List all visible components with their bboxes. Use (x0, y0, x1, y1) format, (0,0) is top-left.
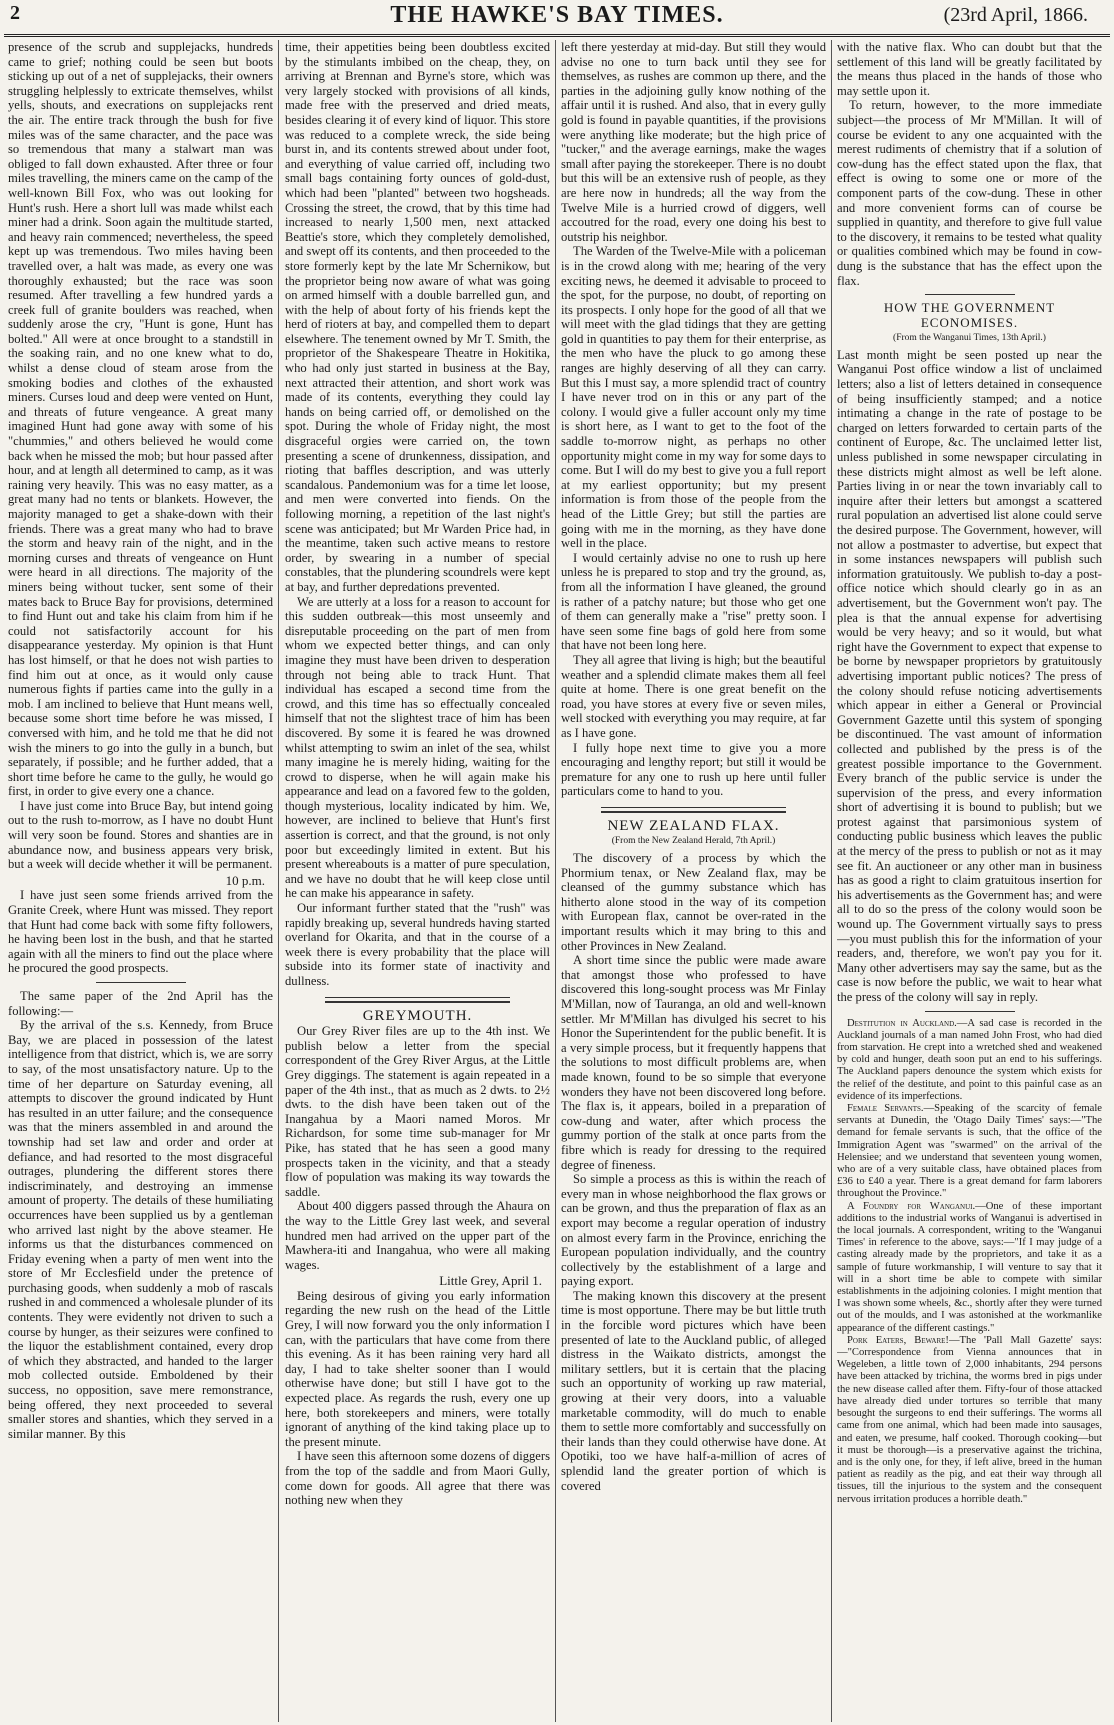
brief-body: —The 'Pall Mall Gazette' says:—"Correspondence from Vienna announces that in Wegeleben, a little town of 2,000 inhabitants, 294 persons have been attacked by trichina, the worms bred in pigs under the new disease called after them. Fifty-four of those attacked have already died under tortures so terrible that many besought the surgeons to end their sufferings. The worms all came from one animal, which had been made into sausages, and eaten, we presume, half cooked. Thorough cooking—but it must be thorough—is a preservative against the trichina, and is the only one, for they, if left alive, breed in the human patient as readily as the pig, and eat their way through all tissues, till the injurious to the system and the consequent nervous irritation produces a horrible death." (837, 1334, 1102, 1505)
article-paragraph: left there yesterday at mid-day. But still they would advise no one to turn back until they see for themselves, as rushes are common up there, and the parties in the adjoining gully know nothing of the affair until it is rushed. And also, that in every gully gold is found in payable quantities, if the provisions were anything like moderate; but the high price of "tucker," and the average earnings, make the wages small after paying the storekeeper. There is no doubt but this will be an extensive rush of people, as they are here now in hundreds; all the way from the Twelve Mile is a hurried crowd of diggers, well accoutred for the road, every one doing his best to outstrip his neighbor. (561, 40, 826, 244)
article-paragraph: I have just come into Bruce Bay, but intend going out to the rush to-morrow, as I have no doubt Hunt will very soon be found. Stores and shanties are in abundance now, and business appears very brisk, but a week will decide whether it will be permanent. (8, 798, 273, 872)
article-paragraph: The Warden of the Twelve-Mile with a policeman is in the crowd along with me; hearing of the very exciting news, he deemed it advisable to proceed to the spot, for the purpose, no doubt, of reporting on its prospects. I only hope for the good of all that we will meet with the glad tidings that they are getting gold in quantities to pay them for their enterprise, as the men who have the pluck to go among these ranges are highly deserving of all they can carry. But this I must say, a more splendid tract of country I have never trod on in this or any part of the colony. I would give a fuller account only my time is short here, as I want to get to the foot of the saddle to-morrow night, as perhaps no other opportunity might come in my way for some days to come. But I will do my best to give you a full report at my earliest opportunity; but my present information is from those of the people from the head of the Little Grey; but still the parties are going with me in the morning, as they have done well in the place. (561, 244, 826, 551)
article-paragraph: I would certainly advise no one to rush up here unless he is prepared to stop and try the ground, as, from all the information I have gleaned, the ground is rather of a patchy nature; but those who get one of them can generally make a "rise" pretty soon. I have seen some fine bags of gold here from some that have not been long here. (561, 550, 826, 653)
source-credit: (From the Wanganui Times, 13th April.) (893, 333, 1046, 344)
article-paragraph: The making known this discovery at the present time is most opportune. There may be but little truth in the forcible word pictures which have been presented of late to the Auckland public, of alleged distress in the Waikato districts, amongst the military settlers, but it is certain that the placing such an opportunity of working up raw material, growing at their very doors, into a valuable marketable commodity, will do much to enable them to settle more comfortably and successfully on their lands than they could otherwise have done. At Opotiki, too we have half-a-million of acres of splendid land the greater portion of which is covered (561, 1288, 826, 1493)
article-paragraph: About 400 diggers passed through the Ahaura on the way to the Little Grey last week, and several hundred men had arrived on the upper part of the Mawhera-iti and Inangahua, who were all making wages. (285, 1199, 550, 1272)
article-paragraph: Being desirous of giving you early information regarding the new rush on the head of the Little Grey, I will now forward you the only information I can, with the particulars that have come from there this evening. As it has been raining very hard all day, I had to take shelter sooner than I would otherwise have done; but still I have got to the expected place. As regards the rush, every one up here, both storekeepers and miners, were totally ignorant of anything of the kind taking place up to the present minute. (285, 1288, 550, 1449)
column-divider (278, 40, 279, 1722)
dateline: Little Grey, April 1. (439, 1273, 542, 1289)
dateline: 10 p.m. (225, 872, 265, 888)
page-number: 2 (10, 2, 20, 24)
brief-item (837, 1201, 1102, 1335)
article-paragraph: By the arrival of the s.s. Kennedy, from Bruce Bay, we are placed in possession of the latest intelligence from that district, which is, we are sorry to say, of the most unsatisfactory nature. Up to the time of her departure on Saturday evening, all attempts to discover the ground indicated by Hunt has resulted in an utter failure; and the consequence was that the miners assembled in and around the township had set law and order and order at defiance, and had resorted to the most disgraceful outrages, plundering the different stores there indiscriminately, and destroying an immense amount of property. The details of these humiliating occurrences have been supplied us by a gentleman who arrived last night by the above steamer. He informs us that the disturbances commenced on Friday evening when a party of men went into the store of Mr Ecclesfield under the pretence of purchasing goods, when suddenly a mob of rascals rushed in and commenced a wholesale plunder of its contents. They were evidently not driven to such a course by hunger, as their seizures were confined to the liquor the establishment contained, every drop of which they abstracted, and handed to the larger mob collected outside. Emboldened by their success, no opposition, save mere remonstrance, being offered, they next proceeded to several smaller stores and shanties, which they served in a similar manner. By this (8, 1018, 273, 1441)
brief-title: Female Servants. (847, 1103, 924, 1115)
brief-item (837, 1103, 1102, 1201)
article-paragraph: I fully hope next time to give you a more encouraging and lengthy report; but still it would be premature for any one to rush up here until fuller particulars come to hand to you. (561, 740, 826, 799)
article-paragraph: Our informant further stated that the "rush" was rapidly breaking up, several hundreds having started overland for Okarita, and that in the course of a week there is every probability that the place will subside into its former state of inactivity and dullness. (285, 901, 550, 988)
issue-date: (23rd April, 1866. (943, 4, 1088, 26)
article-paragraph: with the native flax. Who can doubt but that the settlement of this land will be greatly facilitated by the means thus placed in the hands of those who may settle upon it. (837, 40, 1102, 98)
section-rule (925, 294, 1015, 295)
brief-body: —Speaking of the scarcity of female servants at Dunedin, the 'Otago Daily Times' says:—"The demand for female servants is such, that the office of the Immigration Agent was "swarmed" on the arrival of the Helensiee; and we understand that seventeen young women, who are of a very suitable class, have obtained places from £36 to £40 a year. There is a great demand for farm laborers throughout the Province." (837, 1103, 1102, 1200)
source-credit: (From the New Zealand Herald, 7th April.) (611, 836, 776, 847)
section-rule (96, 982, 186, 983)
news-briefs (837, 1018, 1102, 1506)
column-divider (555, 40, 556, 1722)
column-4 (837, 40, 1102, 1722)
column-2 (285, 40, 550, 1722)
masthead (4, 0, 1110, 37)
newspaper-title: THE HAWKE'S BAY TIMES. (390, 2, 724, 28)
article-paragraph: time, their appetities being been doubtless excited by the stimulants imbibed on the cheap, they, on arriving at Brennan and Byrne's store, which was very largely stocked with provisions of all kinds, made free with the preserved and dried meats, besides clearing it of every kind of liquor. This store was reduced to a complete wreck, the side being burst in, and its contents strewed about under foot, and everything of value carried off, including two small bags containing forty ounces of gold-dust, which had been "planted" between two hogsheads. Crossing the street, the crowd, that by this time had increased to nearly 1,500 men, next attacked Beattie's store, which they completely demolished, and swept off its contents, and then proceeded to the store formerly kept by the late Mr Schernikow, but the proprietor being now aware of what was going on armed himself with a double barrelled gun, and with the help of about forty of his friends kept the herd of rioters at bay, and compelled them to depart elsewhere. The tenement owned by Mr T. Smith, the proprietor of the Shakespeare Theatre in Hokitika, who had only just started in business at the Bay, next attracted their attention, and short work was made of its contents, everything they could lay hands on being carried off, or demolished on the spot. During the whole of Friday night, the most disgraceful orgies were carried on, the town presenting a scene of drunkenness, dissipation, and rioting that baffles description, and was utterly scandalous. Pandemonium was for a time let loose, and men were converted into fiends. On the following morning, a repetition of the last night's scene was anticipated; but Mr Warden Price had, in the meantime, taken such active means to restore order, by swearing in a number of special constables, that the plundering scoundrels were kept at bay, and further depredations prevented. (285, 40, 550, 594)
brief-body: —A sad case is recorded in the Auckland journals of a man named John Frost, who had died from starvation. He crept into a wretched shed and weakened by cold and hunger, death soon put an end to his sufferings. The Auckland papers denounce the system which exists for the relief of the destitute, and point to this painful case as an evidence of its imperfections. (837, 1017, 1102, 1102)
article-paragraph: We are utterly at a loss for a reason to account for this sudden outbreak—this most unseemly and disreputable proceeding on the part of men from whom we expected better things, and can only imagine they must have been driven to desperation through not being able to track Hunt. That individual has escaped a second time from the crowd, and this time has so effectually concealed himself that not the slightest trace of him has been discovered. By some it is feared he was drowned whilst attempting to swim an inlet of the sea, whilst many imagine he is merely hiding, waiting for the crowd to disperse, when he will again make his appearance and lead on a favored few to the golden, though mysterious, locality indicated by him. We, however, are inclined to believe that Hunt's first assertion is correct, and that the ground, is not only poor but exceedingly limited in extent. But his present whereabouts is a matter of pure speculation, and we have no doubt that he will keep close until he can make his appearance in safety. (285, 594, 550, 901)
article-paragraph: The same paper of the 2nd April has the following:— (8, 989, 273, 1018)
article-paragraph: Our Grey River files are up to the 4th inst. We publish below a letter from the special correspondent of the Grey River Argus, at the Little Grey diggings. The statement is again repeated in a paper of the 4th inst., that as much as 2 dwts. to 2½ dwts. to the dish have been taken out of the Inangahua by a Maori named Moros. Mr Richardson, for some time sub-manager for Mr Pike, has stated that he has seen a good many prospects taken in the vicinity, and that a steady flow of population was making its way towards the saddle. (285, 1024, 550, 1199)
brief-item (837, 1018, 1102, 1103)
brief-title: Pork Eaters, Beware! (847, 1334, 949, 1346)
section-heading: HOW THE GOVERNMENT ECONOMISES. (883, 300, 1056, 330)
section-rule (601, 807, 786, 813)
article-paragraph: presence of the scrub and supplejacks, hundreds came to grief; nothing could be seen but boots sticking up out of a net of supplejacks, their owners struggling helplessly to extricate themselves, whilst yells, shouts, and execrations on supplejacks rent the air. The entire track through the bush for five miles was of the same character, and the pace was so tremendous that many a stalwart man was obliged to fall down exhausted. After three or four miles travelling, the miners came on the camp of the well-known Bill Fox, who was out looking for Hunt's rush. Here a short lull was made whilst each miner had a drink. Soon again the multitude started, and heavy rain commenced; nevertheless, the speed kept up was tremendous. Two miles having been travelled over, a halt was made, as every one was thoroughly exhausted; but the race was soon resumed. After travelling a few hundred yards a creek full of granite boulders was reached, when suddenly arose the cry, "Hunt is gone, Hunt has bolted." All were at once brought to a standstill in the soaking rain, and no one knew what to do, whilst a dense cloud of steam arose from the smoking bodies and clothes of the exhausted miners. Curses loud and deep were vented on Hunt, and threats of future vengeance. A great many imagined Hunt had gone away with some of his "chummies," and others believed he would come back when he missed the mob; but hour passed after hour, and at length all determined to camp, as it was raining very heavily. This was no easy matter, as a great many had no tents or blankets. However, the majority managed to get a shake-down with their friends. There was a great many who had to brave the storm and heavy rain of the night, and in the morning curses and threats of vengeance on Hunt were heard in all directions. The majority of the miners being without tucker, sent some of their mates back to Bruce Bay for provisions, determined to find Hunt out and take his claim from him if he could not satisfactorily account for his disappearance yesterday. My opinion is that Hunt has lost himself, or that he does not wish parties to find him out at once, as it would only cause numerous fights if parties came into the gully in a mob. I am inclined to believe that Hunt means well, because some short time before he was missed, I conversed with him, and he told me that he did not wish the miners to go into the gully in a bunch, but separately, if possible; and he further added, that a short time before he came to the gully, he would go first, in order to give every one a chance. (8, 40, 273, 799)
column-3 (561, 40, 826, 1722)
article-paragraph: I have seen this afternoon some dozens of diggers from the top of the saddle and from Maori Gully, come down for goods. All agree that there was nothing new when they (285, 1449, 550, 1508)
column-divider (831, 40, 832, 1722)
article-paragraph: The discovery of a process by which the Phormium tenax, or New Zealand flax, may be cleansed of the gummy substance which has hitherto alone stood in the way of its competion with European flax, cannot be over-rated in the important results which it may bring to this and other Provinces in New Zealand. (561, 851, 826, 953)
brief-title: A Foundry for Wanganui. (847, 1200, 976, 1212)
article-paragraph: I have just seen some friends arrived from the Granite Creek, where Hunt was missed. They report that Hunt had come back with some fifty followers, he having been lost in the bush, and that he started again with all the miners to find out the place where he procured the good prospects. (8, 888, 273, 976)
brief-title: Destitution in Auckland. (847, 1017, 957, 1029)
column-1 (8, 40, 273, 1722)
brief-body: —One of these important additions to the industrial works of Wanganui is advertised in the local journals. A correspondent, writing to the 'Wanganui Times' in reference to the above, says:—"If I may judge of a casting already made by the proprietors, and take it as a sample of future workmanship, I will venture to say that it will in a short time be able to compete with similar establishments in the adjoining colonies. I might mention that I was shown some wheels, &c., shortly after they were turned out of the moulds, and I was astonished at the workmanlike appearance of the different castings." (837, 1200, 1102, 1334)
article-paragraph: Last month might be seen posted up near the Wanganui Post office window a list of unclaimed letters; also a list of letters detained in consequence of being insufficiently stamped; and a notice intimating a change in the rate of postage to be charged on letters forwarded to certain parts of the continent of Europe, &c. The unclaimed letter list, unless published in some newspaper circulating in these districts might almost as well be left alone. Parties living in or near the town invariably call to inquire after their letters but amongst a scattered rural population an advertised list alone could serve the desired purpose. The Government, however, will not allow a postmaster to advertise, but expect that in some instances newspapers will publish such information gratuitously. We publish to-day a post-office notice which should clearly go in as an advertisement, but the Government won't pay. The plea is that the annual expense for advertising would be very heavy; and so it would, but what right have the Government to expect that expense to be borne by newspaper proprietors by gratuitously advertising important public notices? The press of the colony should refuse noticing advertisements which appear in either a General or Provincial Government Gazette until this system of sponging be discontinued. The vast amount of information collected and published by the press is of the greatest possible importance to the Government. Every branch of the public service is under the supervision of the press, and every information short of advertising it is bound to publish; but we protest against that parsimonious system of conducting public business which leaves the public at the mercy of the press to publish or not as it may see fit. An auctioneer or any other man in business has as good a right to claim gratuitous insertion for his advertisements as the Government has; and were all to do so the press of the colony would soon be wound up. The Government virtually says to press—you must publish this for the information of your readers, and, therefore, we won't pay you for it. Many other advertisers may say the same, but as the case is now before the public, we wait to hear what the press of the colony will say in reply. (837, 347, 1102, 1004)
section-rule (925, 1011, 1015, 1012)
section-heading: GREYMOUTH. (362, 1007, 473, 1024)
section-heading: NEW ZEALAND FLAX. (607, 817, 780, 834)
section-rule (325, 997, 510, 1003)
article-paragraph: To return, however, to the more immediate subject—the process of Mr M'Millan. It will of course be evident to any one acquainted with the merest rudiments of chemistry that if a solution of cow-dung has the effect stated upon the flax, that effect is owing to some one or more of the component parts of the cow-dung. These in other and more convenient forms can of course be supplied in quantity, and therefore to give full value to the discovery, it remains to be tested what quality or qualities combined which may be found in cow-dung is the substance that has the effect upon the flax. (837, 98, 1102, 288)
article-paragraph: A short time since the public were made aware that amongst those who professed to have discovered this long-sought process was Mr Finlay M'Millan, now of Tauranga, an old and well-known settler. Mr M'Millan has divulged his secret to his Honor the Superintendent for the public benefit. It is a very simple process, but it frequently happens that the solutions to most difficult problems are, when made known, found to be so simple that everyone wonders they have not been discovered long before. The flax is, it appears, boiled in a preparation of cow-dung and water, after which process the gummy portion of the stalk at once parts from the fibre which is ready for dressing to the required degree of fineness. (561, 953, 826, 1172)
brief-item (837, 1335, 1102, 1506)
article-paragraph: So simple a process as this is within the reach of every man in whose neighborhood the flax grows or can be grown, and thus the preparation of flax as an export may become a regular operation of industry on almost every farm in the Province, enriching the European population individually, and the country collectively by the establishment of a large and paying export. (561, 1172, 826, 1289)
article-paragraph: They all agree that living is high; but the beautiful weather and a splendid climate makes them all feel quite at home. There is one great benefit on the road, you have stores at every five or seven miles, well stocked with everything you may require, at far as I have gone. (561, 652, 826, 740)
